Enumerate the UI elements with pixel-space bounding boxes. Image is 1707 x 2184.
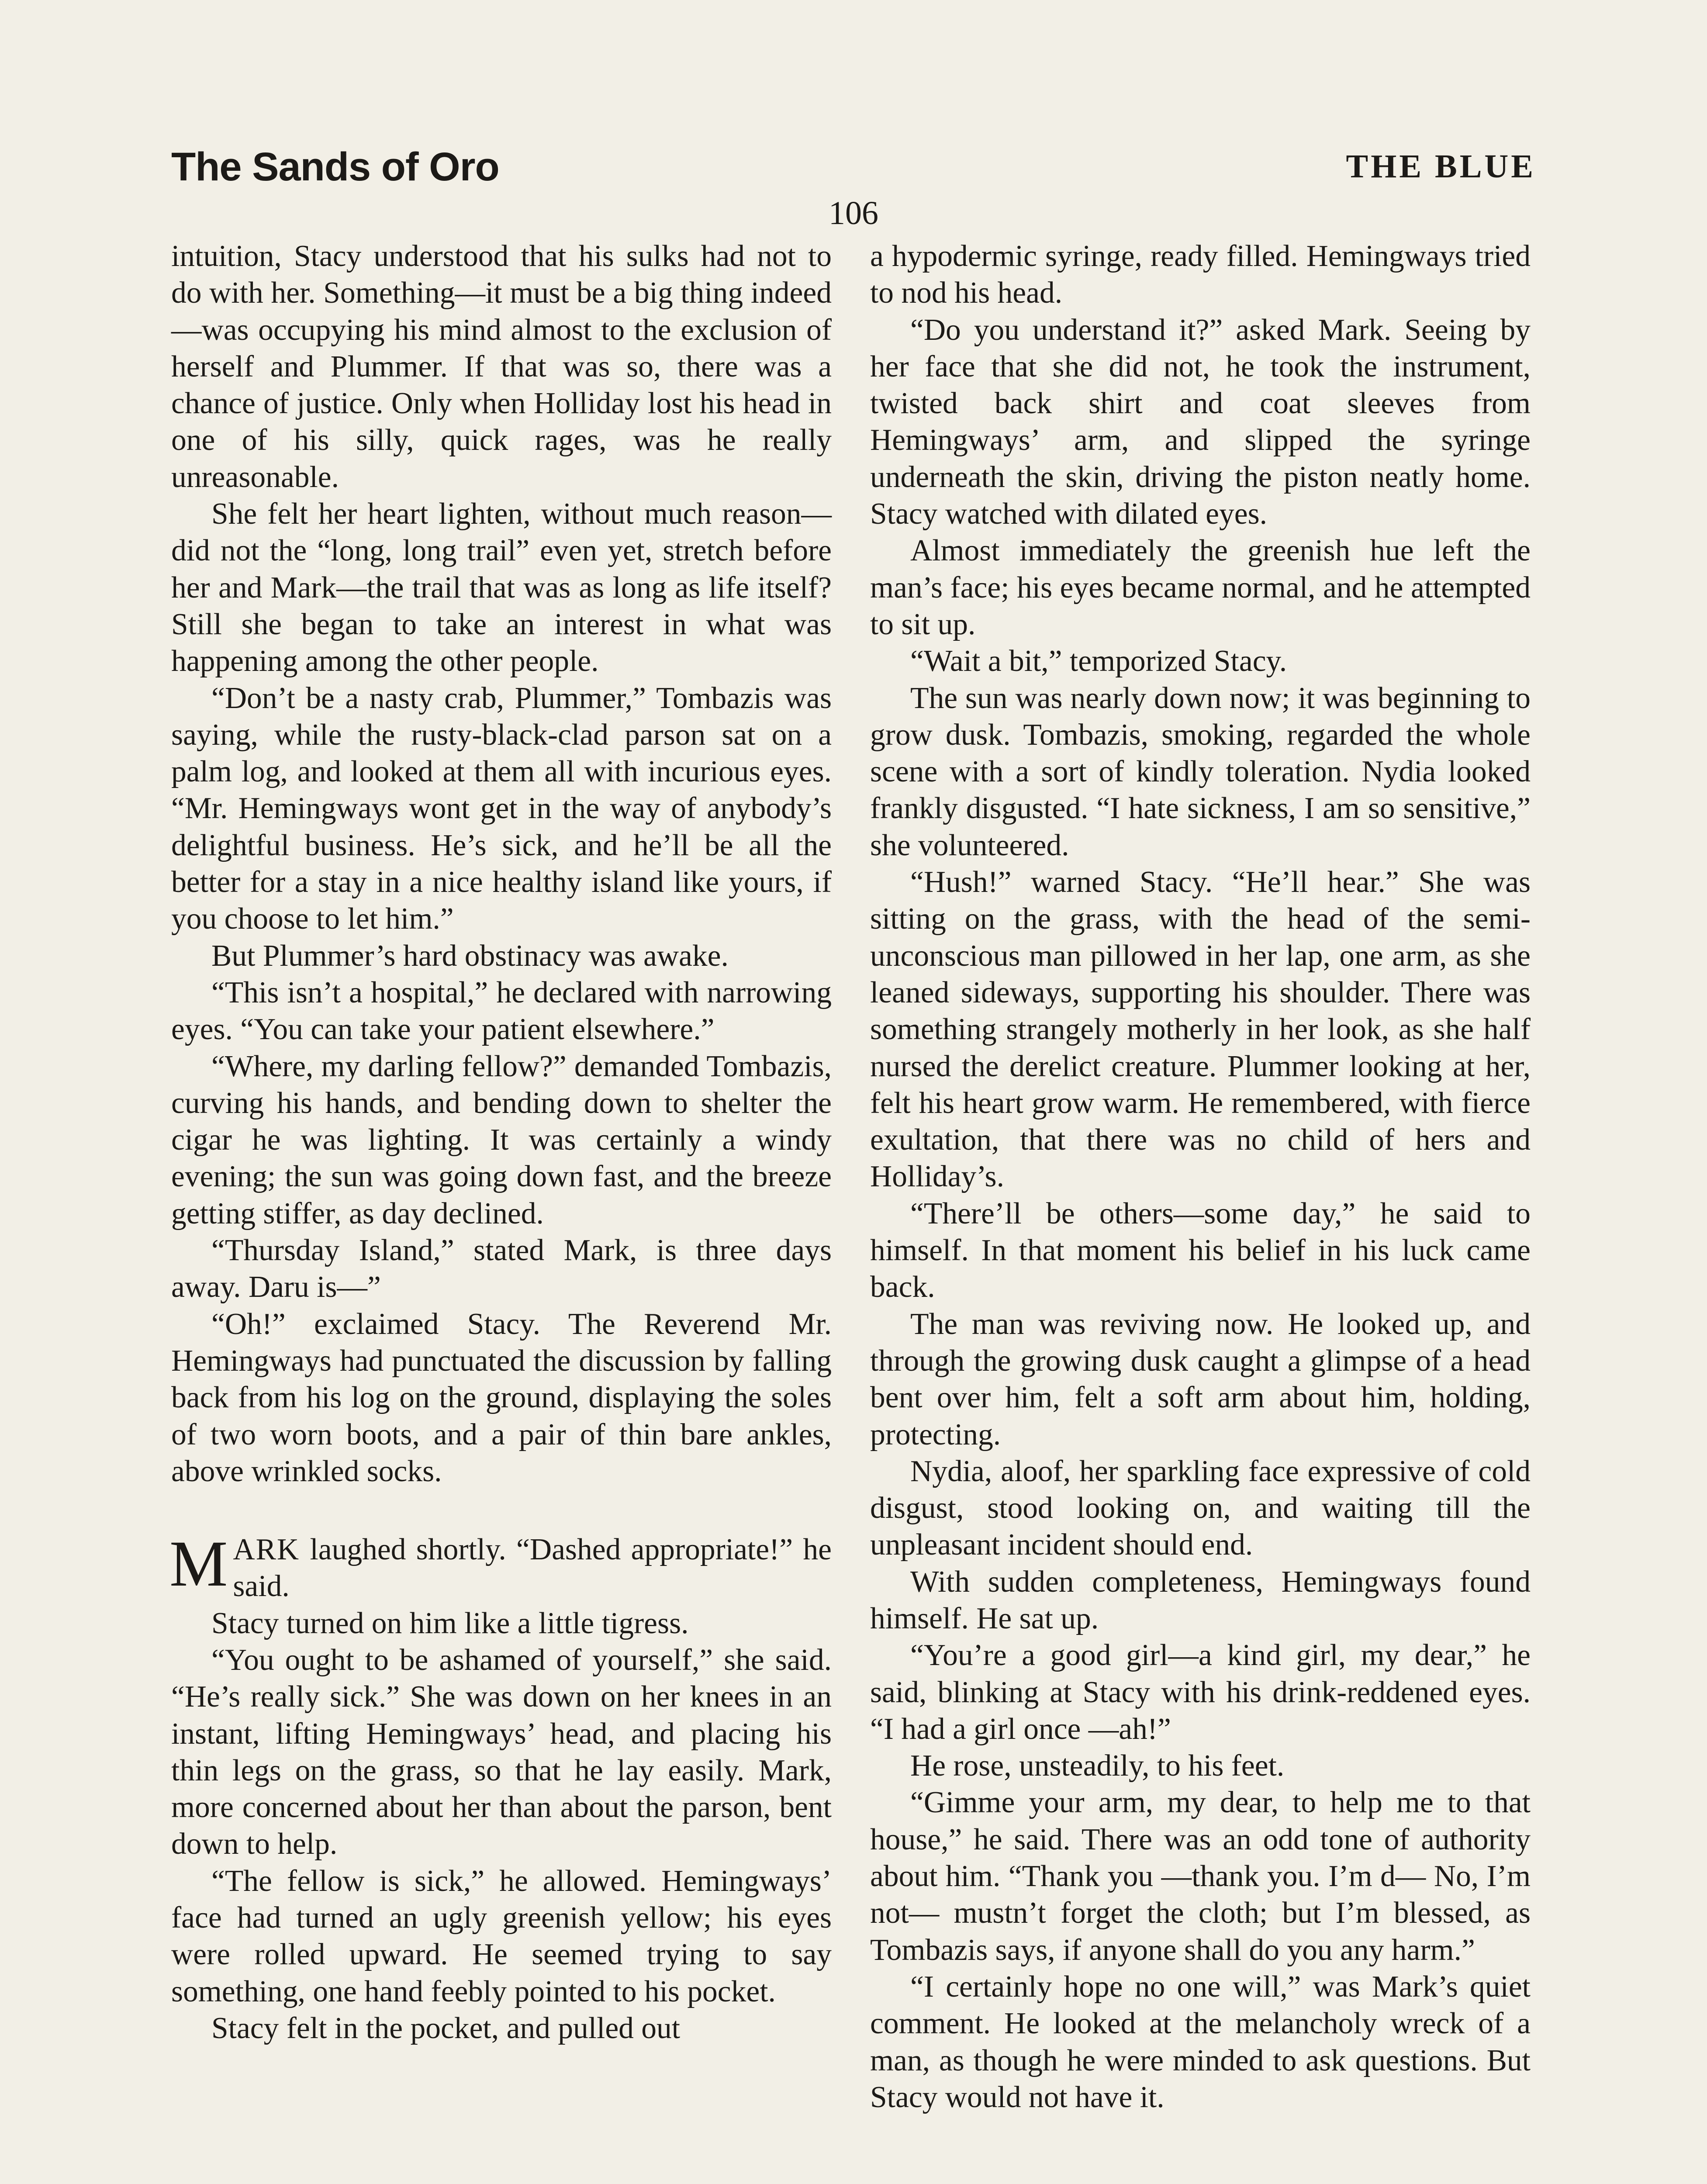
- paragraph: With sudden completeness, Hemingways found himself. He sat up.: [870, 1565, 1531, 1635]
- paragraph: intuition, Stacy understood that his sulks had not to do with her. Something—it must be a big thing indeed—was occupying his mind almost to the exclusion of herself and Plummer. If that was so, there was a chance of justice. Only when Holliday lost his head in one of his silly, quick rages, was he really unreasonable.: [171, 239, 832, 494]
- paragraph: “This isn’t a hospital,” he declared with narrowing eyes. “You can take your patient elsewhere.”: [171, 975, 832, 1047]
- paragraph: “Don’t be a nasty crab, Plummer,” Tombazis was saying, while the rusty-black-clad parson sat on a palm log, and looked at them all with incurious eyes. “Mr. Hemingways wont get in the way of anybody’s delightful business. He’s sick, and he’ll be all the better for a stay in a nice healthy island like yours, if you choose to let him.”: [171, 681, 832, 936]
- paragraph: a hypodermic syringe, ready filled. Hemingways tried to nod his head.: [870, 239, 1531, 310]
- magazine-title: THE BLUE: [1346, 148, 1536, 185]
- paragraph: The man was reviving now. He looked up, and through the growing dusk caught a glimpse of a head bent over him, felt a soft arm about him, holding, protecting.: [870, 1307, 1531, 1451]
- paragraph: Stacy turned on him like a little tigress.: [211, 1606, 689, 1640]
- page-number: 106: [829, 195, 878, 232]
- paragraph: “The fellow is sick,” he allowed. Hemingways’ face had turned an ugly greenish yellow; his eyes were rolled upward. He seemed trying to say something, one hand feebly pointed to his pocket.: [171, 1864, 832, 2008]
- paragraph: The sun was nearly down now; it was beginning to grow dusk. Tombazis, smoking, regarded the whole scene with a sort of kindly toleration. Nydia looked frankly disgusted. “I hate sickness, I am so sensitive,” she volunteered.: [870, 681, 1531, 862]
- paragraph: “I certainly hope no one will,” was Mark’s quiet comment. He looked at the melancholy wreck of a man, as though he were minded to ask questions. But Stacy would not have it.: [870, 1970, 1531, 2114]
- paragraph: Nydia, aloof, her sparkling face expressive of cold disgust, stood looking on, and waiting till the unpleasant incident should end.: [870, 1454, 1531, 1562]
- paragraph: “You’re a good girl—a kind girl, my dear,” he said, blinking at Stacy with his drink-reddened eyes. “I had a girl once —ah!”: [870, 1638, 1531, 1746]
- paragraph: “Oh!” exclaimed Stacy. The Reverend Mr. Hemingways had punctuated the discussion by falling back from his log on the ground, displaying the soles of two worn boots, and a pair of thin bare ankles, above wrinkled socks.: [171, 1307, 832, 1488]
- paragraph: Almost immediately the greenish hue left the man’s face; his eyes became normal, and he attempted to sit up.: [870, 534, 1531, 641]
- drop-cap: M: [169, 1527, 228, 1600]
- right-column: [870, 238, 1531, 2116]
- paragraph: “Do you understand it?” asked Mark. Seeing by her face that she did not, he took the instrument, twisted back shirt and coat sleeves from Hemingways’ arm, and slipped the syringe underneath the skin, driving the piston neatly home. Stacy watched with dilated eyes.: [870, 313, 1531, 531]
- paragraph: “Where, my darling fellow?” demanded Tombazis, curving his hands, and bending down to shelter the cigar he was lighting. It was certainly a windy evening; the sun was going down fast, and the breeze getting stiffer, as day declined.: [171, 1049, 832, 1230]
- paragraph: “Hush!” warned Stacy. “He’ll hear.” She was sitting on the grass, with the head of the semi-unconscious man pillowed in her lap, one arm, as she leaned sideways, supporting his shoulder. There was something strangely motherly in her look, as she half nursed the derelict creature. Plummer looking at her, felt his heart grow warm. He remembered, with fierce exultation, that there was no child of hers and Holliday’s.: [870, 865, 1531, 1194]
- paragraph: She felt her heart lighten, without much reason—did not the “long, long trail” even yet, stretch before her and Mark—the trail that was as long as life itself? Still she began to take an interest in what was happening among the other people.: [171, 497, 832, 678]
- paragraph: “There’ll be others—some day,” he said to himself. In that moment his belief in his luck came back.: [870, 1196, 1531, 1304]
- paragraph: He rose, unsteadily, to his feet.: [910, 1749, 1285, 1783]
- story-title: The Sands of Oro: [171, 145, 499, 189]
- paragraph-text: laughed shortly. “Dashed appropriate!” he said.: [233, 1533, 832, 1603]
- dropcap-paragraph: [169, 1527, 832, 1605]
- paragraph: But Plummer’s hard obstinacy was awake.: [211, 939, 729, 973]
- paragraph: “You ought to be ashamed of yourself,” she said. “He’s really sick.” She was down on her knees in an instant, lifting Hemingways’ head, and placing his thin legs on the grass, so that he lay easily. Mark, more concerned about her than about the parson, bent down to help.: [171, 1643, 832, 1861]
- section-break: [171, 1490, 832, 1531]
- paragraph: “Wait a bit,” temporized Stacy.: [910, 644, 1287, 678]
- left-column: [171, 238, 832, 2047]
- small-caps-word: ARK: [233, 1533, 300, 1567]
- paragraph: Stacy felt in the pocket, and pulled out: [211, 2011, 681, 2045]
- paragraph: “Thursday Island,” stated Mark, is three days away. Daru is—”: [171, 1234, 832, 1304]
- paragraph: “Gimme your arm, my dear, to help me to that house,” he said. There was an odd tone of authority about him. “Thank you —thank you. I’m d— No, I’m not— mustn’t forget the cloth; but I’m blessed, as Tombazis says, if anyone shall do you any harm.”: [870, 1786, 1531, 1967]
